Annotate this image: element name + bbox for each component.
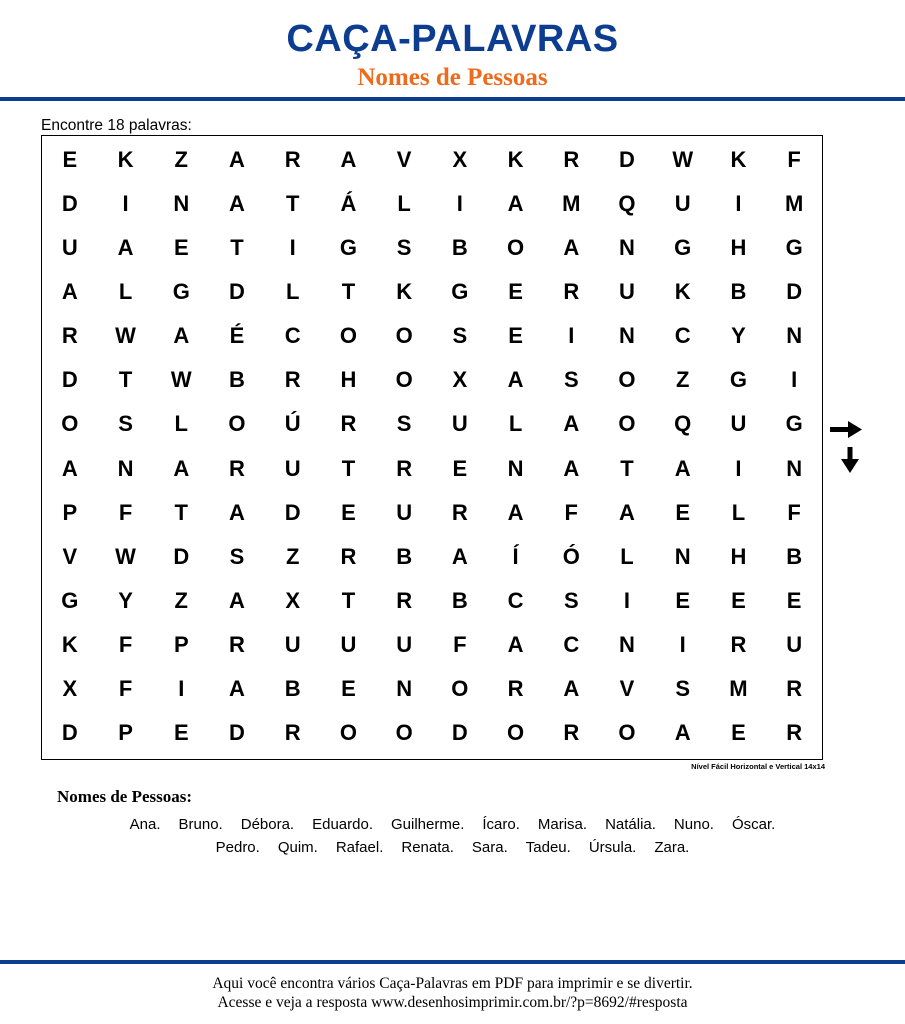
grid-letter: N (619, 235, 635, 261)
grid-letter: S (452, 323, 468, 349)
grid-letter: S (118, 411, 133, 437)
grid-letter: K (117, 147, 134, 173)
grid-letter: U (396, 631, 413, 657)
grid-letter: F (787, 147, 801, 173)
grid-letter: N (396, 675, 413, 701)
grid-letter: O (451, 675, 469, 701)
grid-letter: I (289, 235, 296, 261)
grid-letter: R (451, 499, 468, 525)
grid-letter: I (735, 455, 742, 481)
grid-letter: A (563, 411, 580, 437)
grid-letter: D (284, 499, 301, 525)
word-list-item: Guilherme. (391, 816, 465, 833)
grid-letter: A (117, 235, 134, 261)
grid-letter: L (285, 279, 300, 305)
grid-letter: U (451, 411, 468, 437)
grid-letter: G (339, 235, 357, 261)
grid-letter: K (396, 279, 413, 305)
page-title: CAÇA-PALAVRAS (286, 18, 619, 60)
grid-letter: L (174, 411, 188, 437)
grid-letter: A (507, 631, 524, 657)
level-note: Nível Fácil Horizontal e Vertical 14x14 (691, 762, 825, 771)
grid-letter: W (672, 147, 694, 173)
grid-letter: A (507, 499, 524, 525)
grid-letter: G (451, 279, 469, 305)
page-subtitle: Nomes de Pessoas (357, 64, 548, 91)
grid-letter: E (62, 147, 78, 173)
grid-letter: T (620, 455, 634, 481)
grid-letter: K (674, 279, 691, 305)
grid-letter: B (730, 279, 747, 305)
footer-line-1: Aqui você encontra vários Caça-Palavras em PDF para imprimir e se divertir. (212, 975, 693, 992)
grid-letter: S (675, 675, 691, 701)
grid-letter: M (562, 191, 581, 217)
grid-letter: R (340, 411, 357, 437)
grid-letter: G (172, 279, 190, 305)
grid-letter: E (675, 587, 691, 613)
grid-letter: S (229, 543, 245, 569)
word-list-item: Débora. (240, 816, 295, 833)
grid-letter: U (284, 631, 301, 657)
grid-letter: X (285, 587, 301, 613)
grid-letter: O (395, 367, 413, 393)
grid-letter: O (395, 323, 413, 349)
word-list-item: Nuno. (673, 816, 714, 833)
grid-letter: E (508, 323, 523, 349)
grid-letter: D (451, 719, 468, 745)
grid-letter: F (564, 499, 578, 525)
grid-letter: N (507, 455, 524, 481)
grid-letter: R (396, 587, 413, 613)
grid-letter: L (620, 543, 634, 569)
arrow-right-icon (829, 419, 863, 441)
grid-letter: E (731, 587, 746, 613)
grid-letter: F (118, 631, 133, 657)
grid-letter: E (731, 719, 746, 745)
grid-letter: T (174, 499, 188, 525)
grid-letter: O (228, 411, 246, 437)
grid-letter: L (118, 279, 133, 305)
grid-letter: Z (285, 543, 300, 569)
grid-letter: U (61, 235, 78, 261)
grid-letter: E (173, 719, 189, 745)
grid-letter: R (563, 147, 580, 173)
grid-letter: A (451, 543, 468, 569)
grid-letter: Á (340, 191, 357, 217)
grid-letter: W (115, 323, 136, 349)
grid-letter: U (396, 499, 413, 525)
grid-letter: A (229, 499, 245, 525)
grid-letter: A (229, 191, 245, 217)
grid-letter: A (563, 235, 580, 261)
grid-letter: O (618, 367, 636, 393)
grid-letter: V (62, 543, 78, 569)
grid-letter: U (340, 631, 357, 657)
grid-letter: I (735, 191, 742, 217)
grid-letter: E (675, 499, 691, 525)
grid-letter: E (341, 499, 356, 525)
grid-letter: O (618, 719, 636, 745)
grid-letter: E (173, 235, 189, 261)
arrow-down-icon (840, 446, 860, 474)
grid-letter: T (285, 191, 300, 217)
grid-letter: B (786, 543, 803, 569)
grid-letter: F (787, 499, 801, 525)
grid-letter: H (730, 235, 747, 261)
grid-letter: R (563, 719, 580, 745)
grid-letter: A (674, 455, 691, 481)
grid-letter: V (396, 147, 412, 173)
grid-letter: Y (731, 323, 746, 349)
grid-letter: G (61, 587, 79, 613)
grid-letter: E (508, 279, 523, 305)
grid-letter: R (229, 455, 245, 481)
grid-letter: F (118, 499, 133, 525)
grid-letter: F (453, 631, 467, 657)
grid-letter: S (396, 235, 412, 261)
grid-letter: U (730, 411, 747, 437)
grid-letter: O (507, 235, 525, 261)
grid-letter: A (340, 147, 357, 173)
grid-letter: E (341, 675, 356, 701)
grid-letter: R (730, 631, 747, 657)
word-list-row-2 (0, 839, 905, 856)
grid-letter: I (791, 367, 798, 393)
grid-letter: I (178, 675, 185, 701)
grid-letter: A (229, 675, 245, 701)
grid-letter: Z (174, 587, 188, 613)
grid-letter: B (396, 543, 413, 569)
grid-letter: I (679, 631, 686, 657)
grid-letter: O (395, 719, 413, 745)
grid-letter: Z (174, 147, 188, 173)
grid-letter: Ú (284, 411, 301, 437)
top-divider (0, 97, 905, 101)
grid-letter: M (784, 191, 804, 217)
grid-letter: N (619, 323, 635, 349)
word-list-item: Pedro. (215, 839, 260, 856)
grid-letter: N (117, 455, 134, 481)
grid-letter: Ó (562, 543, 580, 569)
grid-letter: D (229, 279, 245, 305)
word-list-row-1 (0, 816, 905, 833)
grid-letter: R (284, 147, 301, 173)
grid-letter: C (507, 587, 524, 613)
grid-letter: H (340, 367, 357, 393)
grid-letter: É (229, 323, 245, 349)
grid-letter: D (173, 543, 190, 569)
grid-letter: R (563, 279, 580, 305)
grid-letter: B (451, 587, 468, 613)
grid-letter: R (61, 323, 78, 349)
grid-letter: O (339, 323, 357, 349)
grid-letter: W (115, 543, 136, 569)
grid-letter: A (229, 147, 245, 173)
letter-grid (41, 135, 823, 760)
grid-letter: C (563, 631, 580, 657)
grid-letter: E (452, 455, 468, 481)
grid-letter: G (729, 367, 747, 393)
grid-letter: A (173, 323, 190, 349)
grid-letter: A (619, 499, 635, 525)
grid-letter: O (618, 411, 636, 437)
grid-letter: R (396, 455, 413, 481)
grid-letter: T (341, 587, 356, 613)
grid-letter: S (563, 587, 579, 613)
grid-letter: O (507, 719, 525, 745)
grid-letter: A (61, 279, 78, 305)
grid-letter: A (563, 675, 580, 701)
grid-letter: A (507, 191, 524, 217)
bottom-divider (0, 960, 905, 964)
grid-letter: I (456, 191, 463, 217)
grid-letter: R (284, 719, 301, 745)
grid-letter: I (568, 323, 575, 349)
grid-letter: T (341, 279, 356, 305)
grid-letter: N (619, 631, 635, 657)
grid-letter: U (786, 631, 803, 657)
grid-letter: U (284, 455, 301, 481)
grid-letter: B (229, 367, 245, 393)
grid-letter: G (674, 235, 692, 261)
grid-letter: A (674, 719, 691, 745)
grid-letter: S (563, 367, 579, 393)
grid-letter: E (786, 587, 802, 613)
grid-letter: V (619, 675, 635, 701)
grid-letter: D (61, 191, 78, 217)
grid-letter: K (730, 147, 747, 173)
grid-letter: D (229, 719, 245, 745)
grid-letter: U (674, 191, 691, 217)
grid-letter: D (61, 367, 78, 393)
grid-letter: A (229, 587, 245, 613)
word-list-item: Quim. (277, 839, 318, 856)
grid-letter: R (507, 675, 524, 701)
footer-line-2: Acesse e veja a resposta www.desenhosimprimir.com.br/?p=8692/#resposta (217, 994, 688, 1011)
grid-letter: L (508, 411, 523, 437)
grid-letter: H (730, 543, 747, 569)
grid-letter: B (284, 675, 301, 701)
grid-letter: N (173, 191, 190, 217)
word-list-heading: Nomes de Pessoas: (57, 787, 193, 806)
grid-letter: Y (118, 587, 133, 613)
word-list-item: Ícaro. (482, 816, 520, 833)
grid-letter: F (118, 675, 133, 701)
grid-letter: Z (675, 367, 690, 393)
grid-letter: L (397, 191, 411, 217)
grid-letter: M (729, 675, 748, 701)
word-list-item: Tadeu. (525, 839, 571, 856)
grid-letter: D (619, 147, 635, 173)
grid-letter: O (61, 411, 79, 437)
grid-letter: X (452, 367, 468, 393)
grid-letter: X (452, 147, 468, 173)
grid-letter: S (396, 411, 412, 437)
grid-letter: Q (618, 191, 636, 217)
grid-letter: N (786, 455, 803, 481)
word-list-item: Rafael. (335, 839, 384, 856)
grid-letter: P (173, 631, 189, 657)
grid-letter: R (284, 367, 301, 393)
grid-letter: U (619, 279, 635, 305)
grid-letter: I (122, 191, 129, 217)
grid-letter: L (731, 499, 746, 525)
grid-letter: C (284, 323, 301, 349)
grid-letter: Í (512, 543, 519, 569)
grid-letter: B (451, 235, 468, 261)
grid-letter: N (786, 323, 803, 349)
word-list-item: Natália. (605, 816, 656, 833)
grid-letter: G (785, 411, 803, 437)
grid-letter: D (61, 719, 78, 745)
word-list-item: Bruno. (178, 816, 223, 833)
grid-letter: T (230, 235, 244, 261)
grid-letter: A (507, 367, 524, 393)
instructions-text: Encontre 18 palavras: (41, 117, 192, 134)
grid-letter: Q (674, 411, 692, 437)
grid-letter: G (785, 235, 803, 261)
grid-letter: R (229, 631, 245, 657)
grid-letter: D (786, 279, 803, 305)
word-list-item: Renata. (401, 839, 454, 856)
word-list-item: Ana. (129, 816, 161, 833)
word-list-item: Zara. (654, 839, 690, 856)
grid-letter: W (170, 367, 192, 393)
grid-letter: N (674, 543, 691, 569)
grid-letter: C (674, 323, 691, 349)
grid-letter: A (563, 455, 580, 481)
word-list-item: Óscar. (731, 816, 776, 833)
grid-letter: K (507, 147, 524, 173)
grid-letter: P (118, 719, 133, 745)
grid-letter: X (62, 675, 78, 701)
word-list-item: Marisa. (537, 816, 588, 833)
word-list-item: Eduardo. (312, 816, 373, 833)
grid-letter: R (340, 543, 357, 569)
grid-letter: K (61, 631, 78, 657)
grid-letter: R (786, 675, 803, 701)
grid-letter: A (173, 455, 190, 481)
word-list-item: Sara. (471, 839, 508, 856)
grid-letter: I (623, 587, 631, 613)
grid-letter: O (339, 719, 357, 745)
grid-letter: A (61, 455, 78, 481)
grid-letter: T (118, 367, 133, 393)
grid-letter: R (786, 719, 803, 745)
grid-letter: T (341, 455, 356, 481)
word-list-item: Úrsula. (588, 839, 637, 856)
grid-letter: P (62, 499, 78, 525)
